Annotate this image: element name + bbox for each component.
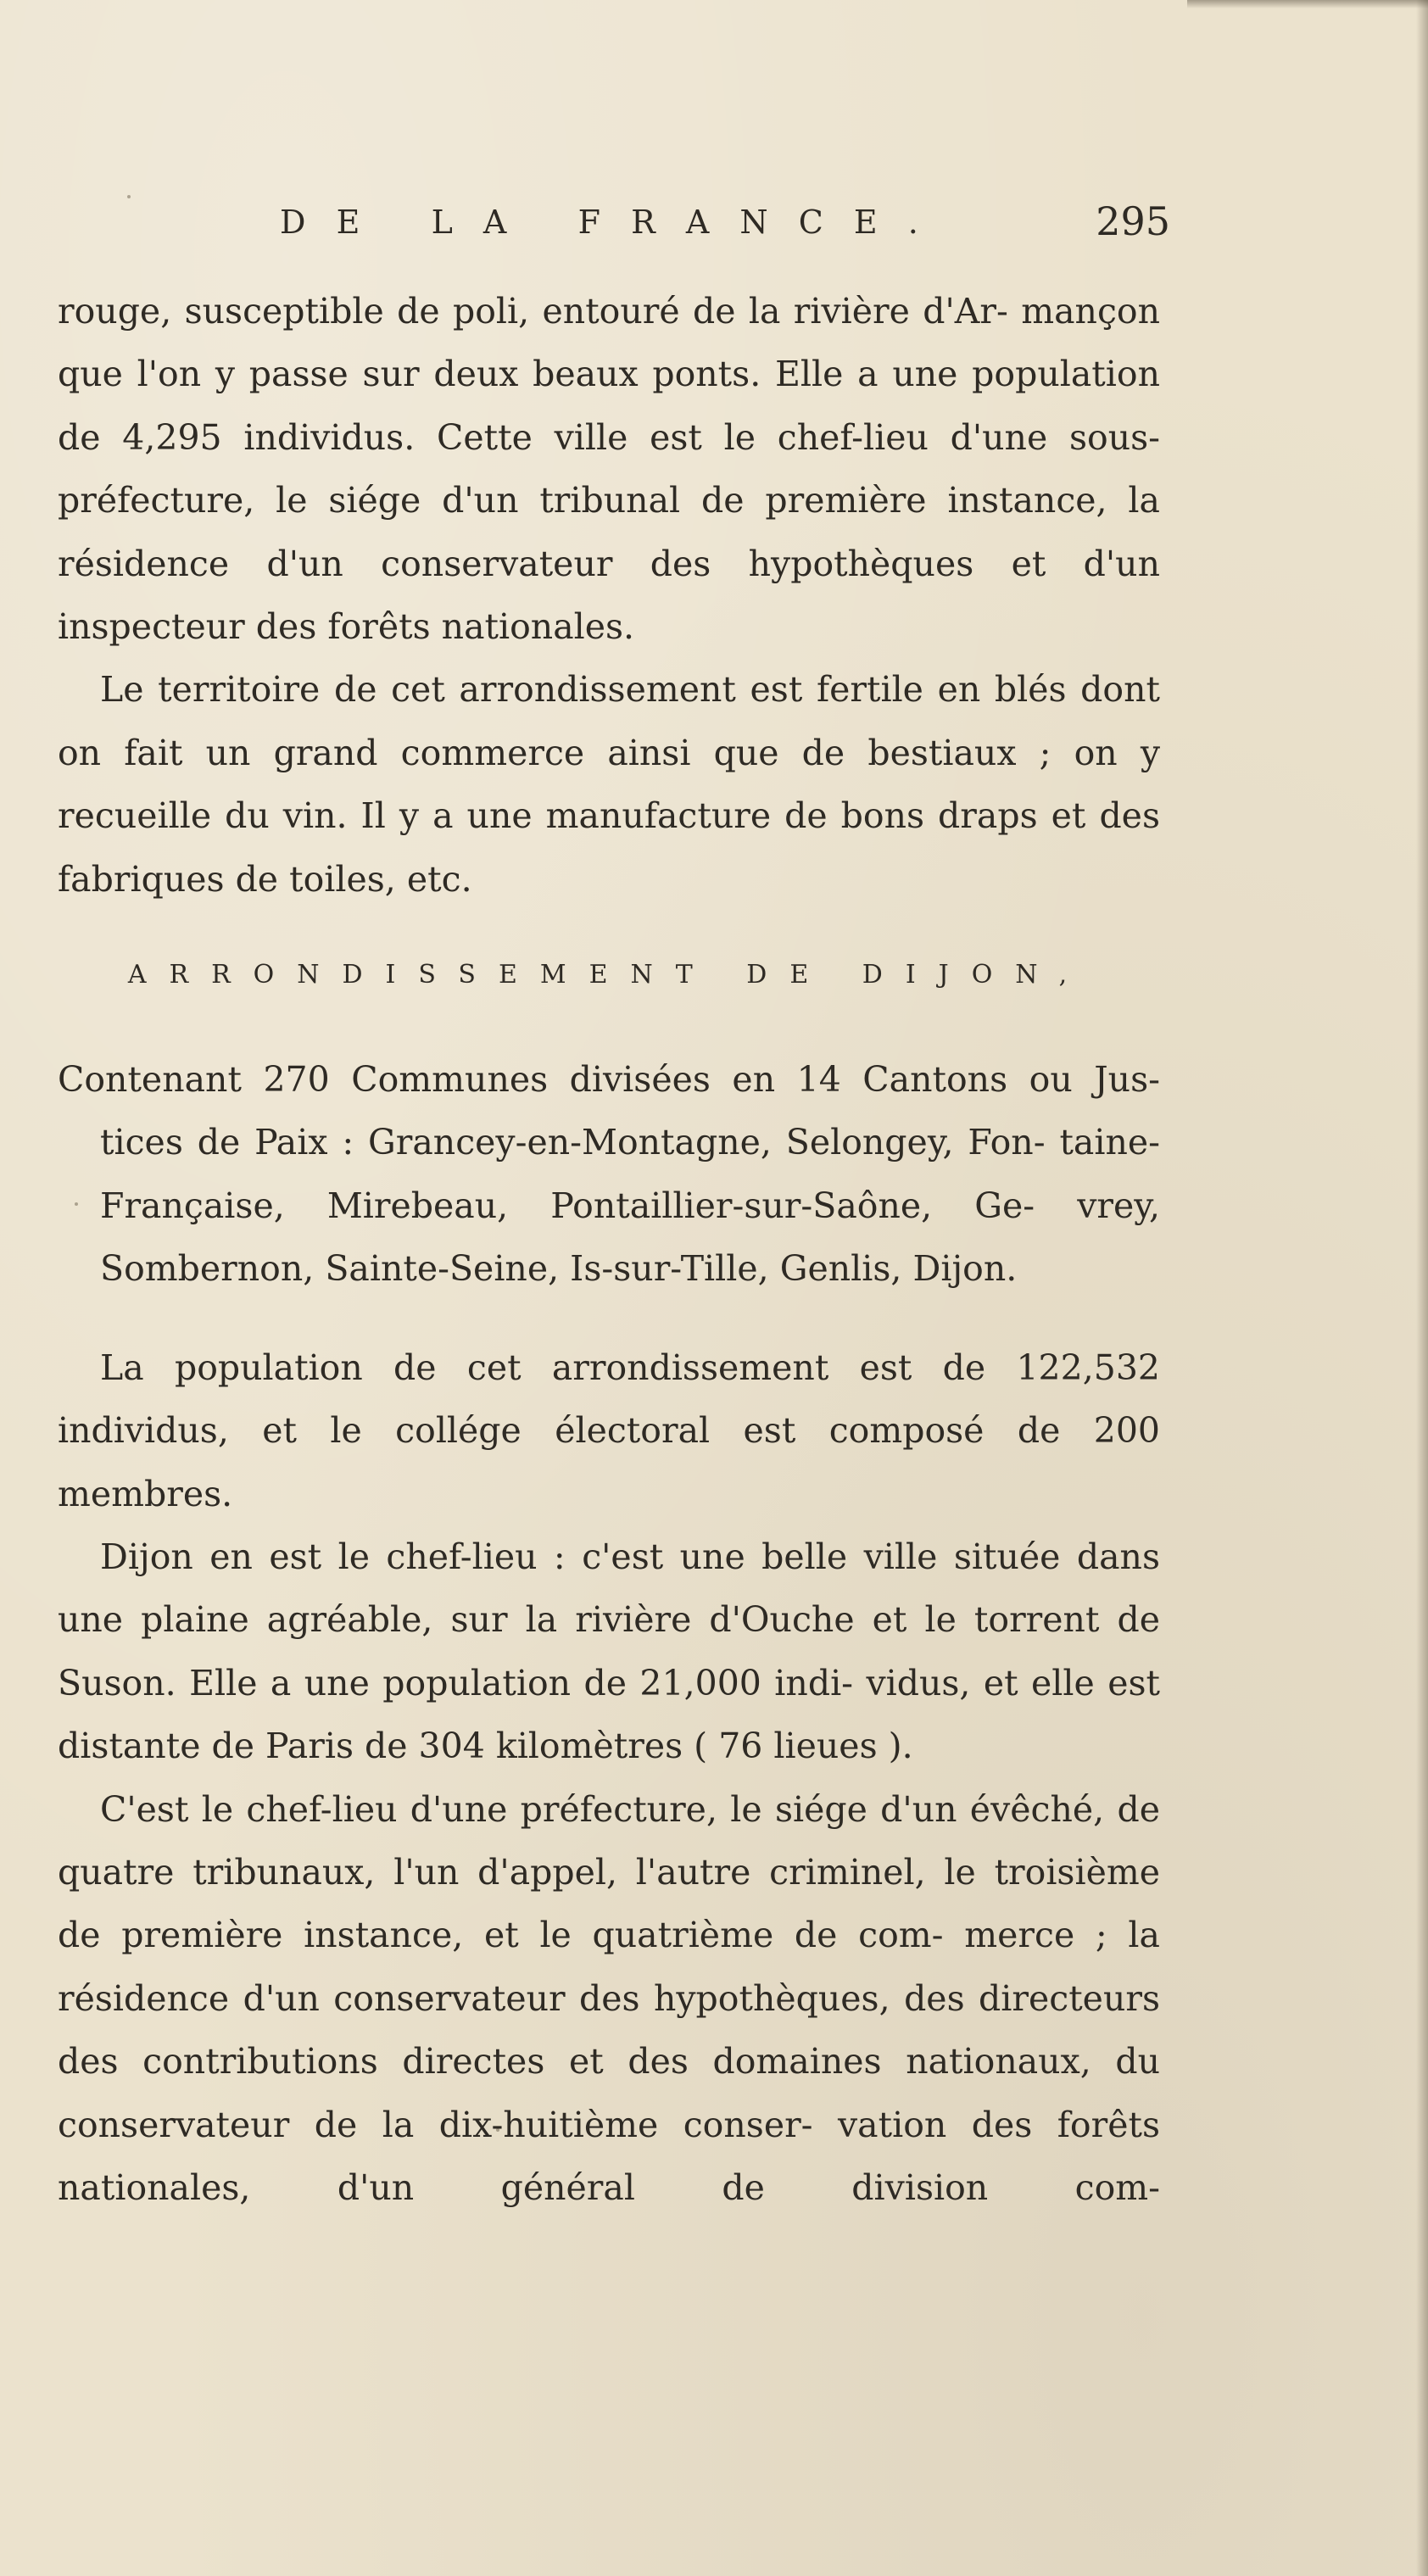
text-line: Dijon. [912, 1248, 1018, 1290]
text-line: d'une sous-préfecture, le siége d'un tribunal de première [58, 416, 1160, 521]
text-line: nationaux, du conservateur de la dix-huitième conser- [58, 2041, 1161, 2145]
text-line: merce ; la résidence d'un conservateur des hypothèques, [58, 1915, 1160, 2019]
text-line: individus, et le collége électoral est composé de 200 [58, 1410, 1160, 1452]
text-line: recueille du vin. Il y a une manufacture de bons draps [58, 795, 1038, 837]
text-line: vrey, Sombernon, Sainte-Seine, Is-sur-Tille, Genlis, [100, 1185, 1160, 1290]
page-gutter-shadow [1416, 0, 1428, 2576]
text-line: Le territoire de cet arrondissement est fertile en blés dont [100, 669, 1160, 711]
text-line: Contenant 270 Communes divisées en 14 Cantons ou Jus- [58, 1059, 1160, 1101]
text-line: troisième de première instance, et le quatrième de com- [58, 1851, 1160, 1956]
text-line: population de 4,295 individus. Cette ville est le chef-lieu [58, 354, 1160, 458]
text-line: taine-Française, Mirebeau, Pontaillier-sur-Saône, Ge- [100, 1122, 1160, 1226]
text-line: instance, la résidence d'un conservateur des hypothèques [58, 480, 1160, 584]
text-line: Dijon en est le chef-lieu : c'est une belle ville située [100, 1536, 1061, 1577]
text-line: mançon que l'on y passe sur deux beaux ponts. Elle a une [58, 291, 1160, 395]
text-line: des directeurs des contributions directes et des domaines [58, 1977, 1160, 2083]
paragraph-prefecture [58, 1778, 1160, 2220]
text-line: de quatre tribunaux, l'un d'appel, l'autre criminel, le [58, 1788, 1160, 1893]
body-text [58, 280, 1160, 2219]
page-header [280, 198, 1170, 254]
text-line: C'est le chef-lieu d'une préfecture, le siége d'un évêché, [100, 1788, 1105, 1830]
paragraph-rouge [58, 280, 1160, 658]
text-line: on fait un grand commerce ainsi que de bestiaux ; on y [58, 732, 1160, 773]
text-line: rouge, susceptible de poli, entouré de la rivière d'Ar- [58, 291, 1008, 332]
text-line: vidus, et elle est distante de Paris de 304 kilomètres [58, 1662, 1160, 1767]
text-line: La population de cet arrondissement est de 122,532 [100, 1347, 1160, 1388]
page-top-shadow [1187, 0, 1428, 8]
paper-speck [127, 195, 131, 198]
paragraph-territoire [58, 658, 1160, 911]
text-line: et des fabriques de toiles, etc. [58, 795, 1160, 900]
text-line: torrent de Suson. Elle a une population de 21,000 indi- [58, 1599, 1161, 1703]
text-line: vation des forêts nationales, d'un général de division com- [58, 2104, 1160, 2208]
paragraph-population [58, 1336, 1160, 1525]
paragraph-contenant [58, 1048, 1160, 1301]
running-title: DE LA FRANCE. [280, 204, 949, 241]
section-heading: ARRONDISSEMENT DE DIJON, [127, 960, 1091, 990]
page-number: 295 [1096, 198, 1170, 244]
text-line: et d'un inspecteur des forêts nationales. [58, 543, 1160, 648]
text-line: tices de Paix : Grancey-en-Montagne, Selongey, Fon- [100, 1122, 1046, 1163]
text-line: ( 76 lieues ). [694, 1726, 913, 1767]
paragraph-dijon [58, 1525, 1160, 1778]
text-line: dans une plaine agréable, sur la rivière d'Ouche et le [58, 1536, 1160, 1641]
text-line: membres. [58, 1473, 233, 1514]
